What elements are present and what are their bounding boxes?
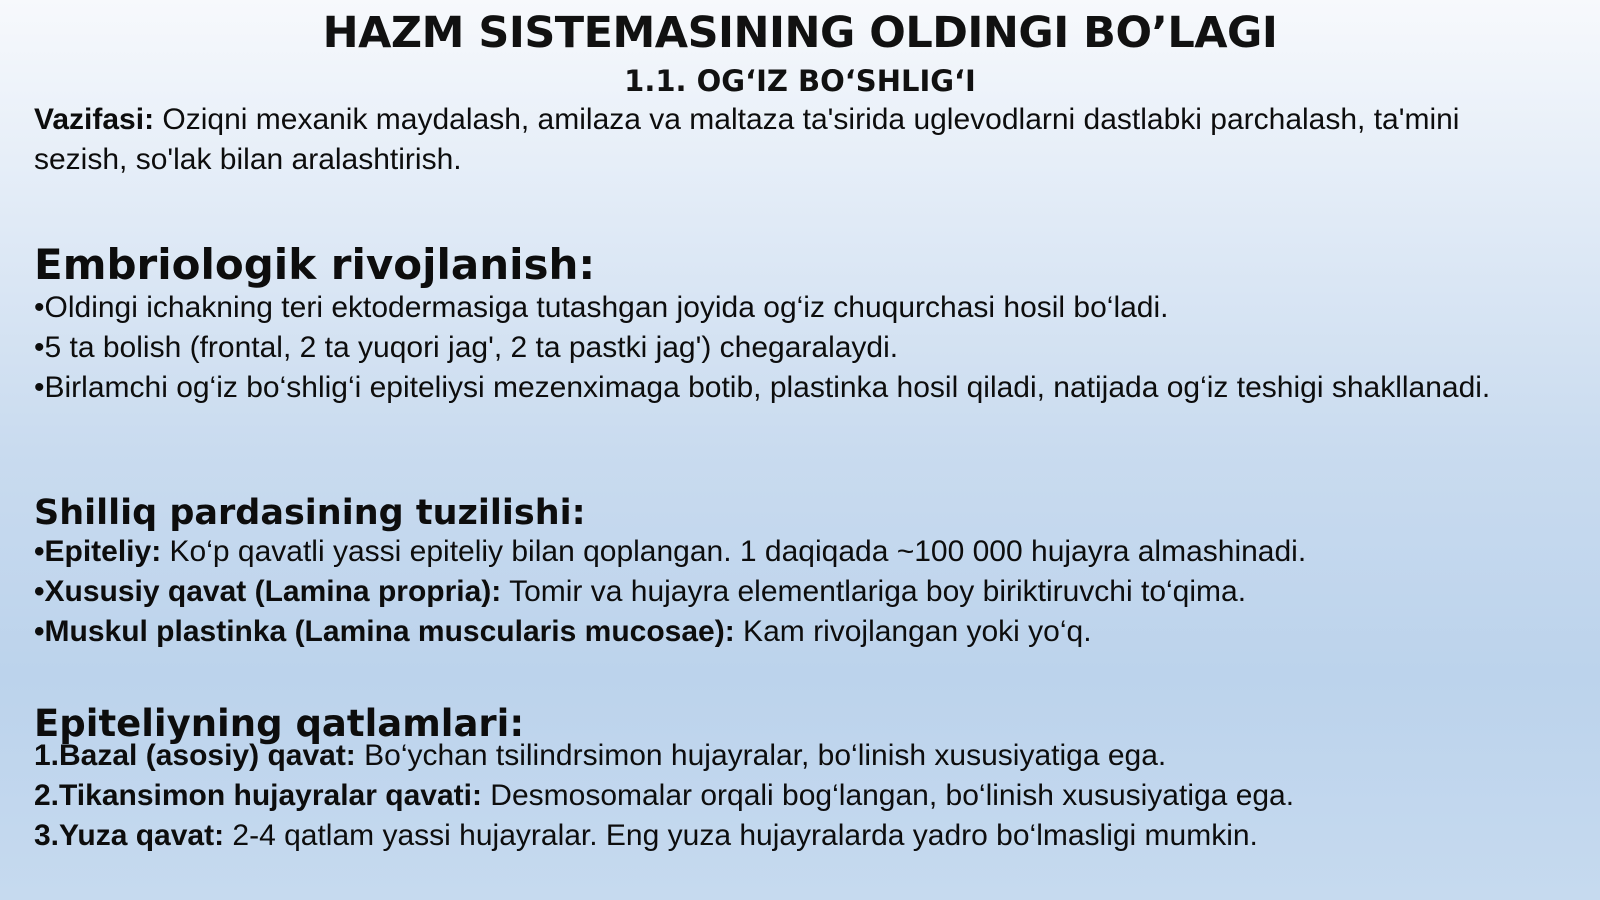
list-item-text: •5 ta bolish (frontal, 2 ta yuqori jag', 2 ta pastki jag') chegaralaydi. xyxy=(34,331,899,364)
function-paragraph xyxy=(34,100,1554,180)
list-item-text: •Oldingi ichakning teri ektodermasiga tutashgan joyida og‘iz chuqurchasi hosil bo‘ladi. xyxy=(34,291,1169,324)
list-item-lead: •Xususiy qavat (Lamina propria): xyxy=(34,575,502,608)
list-item xyxy=(34,816,1554,856)
list-item xyxy=(34,572,1554,612)
slide-subtitle: 1.1. OG‘IZ BO‘SHLIG‘I xyxy=(624,64,976,98)
list-item xyxy=(34,328,1554,368)
list-item-lead: •Epiteliy: xyxy=(34,535,162,568)
list-item-text: Desmosomalar orqali bog‘langan, bo‘linish xususiyatiga ega. xyxy=(481,779,1295,812)
list-item-lead: 1.Bazal (asosiy) qavat: xyxy=(34,739,356,772)
function-label: Vazifasi: xyxy=(34,103,155,136)
list-item-text: Ko‘p qavatli yassi epiteliy bilan qoplangan. 1 daqiqada ~100 000 hujayra almashinadi. xyxy=(161,535,1307,568)
list-item xyxy=(34,368,1554,408)
list-item xyxy=(34,288,1554,328)
list-item xyxy=(34,612,1554,652)
list-item xyxy=(34,532,1554,572)
list-item xyxy=(34,736,1554,776)
list-item-lead: 2.Tikansimon hujayralar qavati: xyxy=(34,779,482,812)
mucosa-heading: Shilliq pardasining tuzilishi: xyxy=(34,493,586,533)
list-item-text: Tomir va hujayra elementlariga boy biriktiruvchi to‘qima. xyxy=(501,575,1247,608)
list-item-lead: •Muskul plastinka (Lamina muscularis mucosae): xyxy=(34,615,735,648)
slide-title: HAZM SISTEMASINING OLDINGI BO’LAGI xyxy=(322,8,1278,58)
list-item-text: Kam rivojlangan yoki yo‘q. xyxy=(734,615,1092,648)
list-item-text: Bo‘ychan tsilindrsimon hujayralar, bo‘linish xususiyatiga ega. xyxy=(355,739,1167,772)
embryology-heading: Embriologik rivojlanish: xyxy=(34,240,596,289)
list-item-text: •Birlamchi og‘iz bo‘shlig‘i epiteliysi mezenximaga botib, plastinka hosil qiladi, natijada og‘iz teshigi shakllanadi. xyxy=(34,371,1491,404)
list-item xyxy=(34,776,1554,816)
embryology-list xyxy=(34,288,1554,408)
mucosa-list xyxy=(34,532,1554,652)
epithelium-layers-list xyxy=(34,736,1554,856)
function-text: Oziqni mexanik maydalash, amilaza va maltaza ta'sirida uglevodlarni dastlabki parchalash, ta'mini sezish, so'lak bilan aralashtirish. xyxy=(34,103,1460,176)
list-item-text: 2-4 qatlam yassi hujayralar. Eng yuza hujayralarda yadro bo‘lmasligi mumkin. xyxy=(224,819,1258,852)
epithelium-layers-heading: Epiteliyning qatlamlari: xyxy=(34,702,525,745)
list-item-lead: 3.Yuza qavat: xyxy=(34,819,225,852)
